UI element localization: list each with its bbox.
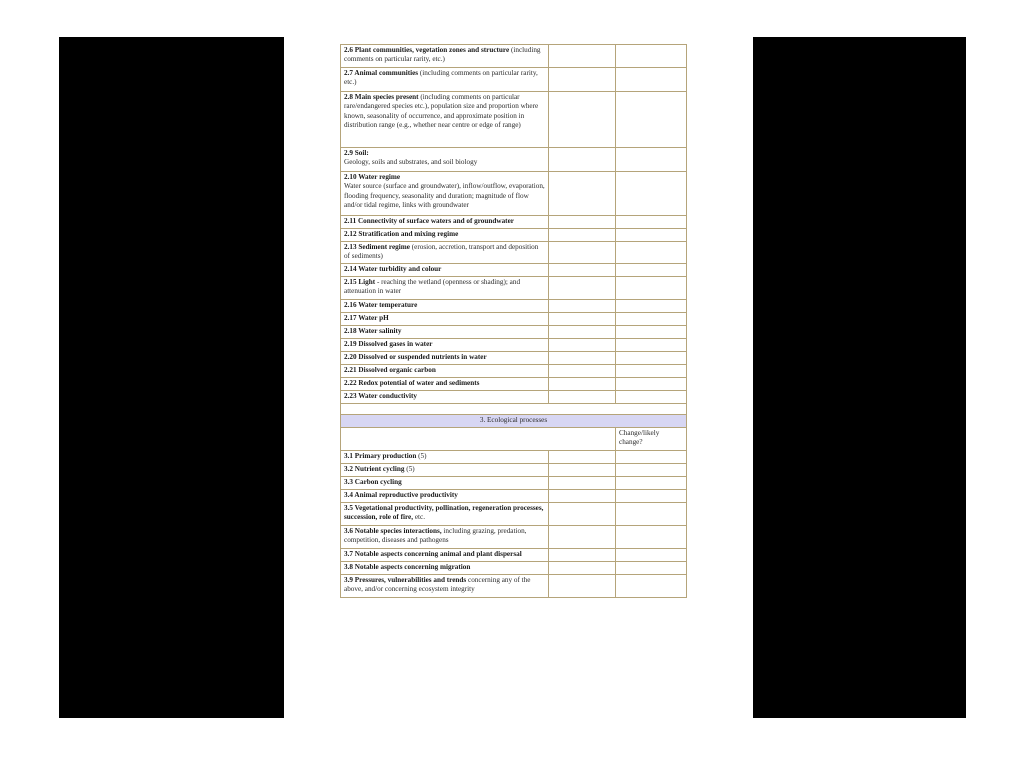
row-text: (5) xyxy=(404,465,415,473)
row-title: 2.19 Dissolved gases in water xyxy=(344,340,433,348)
row-description: Geology, soils and substrates, and soil biology xyxy=(344,158,478,167)
row-title: 2.14 Water turbidity and colour xyxy=(344,265,442,273)
empty-cell xyxy=(616,313,687,326)
table-row xyxy=(341,45,687,68)
row-title: 2.9 Soil: xyxy=(344,149,369,157)
row-label-cell xyxy=(341,148,549,172)
empty-cell xyxy=(549,562,616,575)
empty-cell xyxy=(616,92,687,148)
table-row xyxy=(341,172,687,216)
empty-cell xyxy=(549,339,616,352)
empty-cell xyxy=(616,526,687,549)
document-page xyxy=(340,44,686,692)
empty-cell xyxy=(616,549,687,562)
table-row xyxy=(341,503,687,526)
row-title: 3.1 Primary production xyxy=(344,452,417,460)
row-text: concerning any of the above, and/or concerning ecosystem integrity xyxy=(344,576,531,594)
row-label-cell xyxy=(341,549,549,562)
row-title: 3.8 Notable aspects concerning migration xyxy=(344,563,471,571)
row-label-cell xyxy=(341,339,549,352)
table-row xyxy=(341,277,687,300)
table-row xyxy=(341,148,687,172)
row-text: (including comments on particular rare/endangered species etc.), population size and proportion where known, seasonality of occurrence, and approximate position in distribution range (e.g., whether near centre or edge of range) xyxy=(344,93,539,130)
empty-cell xyxy=(549,148,616,172)
empty-cell xyxy=(549,490,616,503)
empty-cell xyxy=(549,451,616,464)
table-row xyxy=(341,549,687,562)
empty-cell xyxy=(616,45,687,68)
row-title: 3.5 Vegetational productivity, pollination, regeneration processes, succession, role of fire, xyxy=(344,504,544,522)
row-title: 2.15 Light xyxy=(344,278,376,286)
empty-cell xyxy=(616,575,687,598)
row-title: 3.6 Notable species interactions, xyxy=(344,527,442,535)
empty-cell xyxy=(616,352,687,365)
black-side-panel-right xyxy=(753,37,966,718)
row-title: 3.4 Animal reproductive productivity xyxy=(344,491,458,499)
empty-cell xyxy=(549,68,616,92)
row-label-cell xyxy=(341,503,549,526)
row-title: 2.21 Dissolved organic carbon xyxy=(344,366,436,374)
table-row xyxy=(341,216,687,229)
row-title: 2.17 Water pH xyxy=(344,314,389,322)
empty-cell xyxy=(549,326,616,339)
empty-cell xyxy=(549,45,616,68)
empty-cell xyxy=(616,172,687,216)
table-row xyxy=(341,92,687,148)
empty-cell xyxy=(616,562,687,575)
table-row xyxy=(341,490,687,503)
empty-cell xyxy=(549,378,616,391)
empty-cell xyxy=(549,526,616,549)
row-label-cell xyxy=(341,526,549,549)
table-row xyxy=(341,326,687,339)
row-label-cell xyxy=(341,313,549,326)
row-text: (erosion, accretion, transport and deposition of sediments) xyxy=(344,243,539,261)
empty-cell xyxy=(549,277,616,300)
row-label-cell xyxy=(341,277,549,300)
empty-cell xyxy=(616,451,687,464)
row-label-cell xyxy=(341,378,549,391)
empty-cell xyxy=(549,313,616,326)
row-title: 2.13 Sediment regime xyxy=(344,243,410,251)
empty-cell xyxy=(616,229,687,242)
row-title: 3.3 Carbon cycling xyxy=(344,478,402,486)
row-label-cell xyxy=(341,562,549,575)
black-side-panel-left xyxy=(59,37,284,718)
row-title: 2.11 Connectivity of surface waters and of groundwater xyxy=(344,217,514,225)
empty-cell xyxy=(549,92,616,148)
ecological-character-table xyxy=(340,44,687,598)
empty-cell xyxy=(616,277,687,300)
empty-cell xyxy=(616,68,687,92)
empty-cell xyxy=(616,326,687,339)
empty-cell xyxy=(549,365,616,378)
row-title: 2.10 Water regime xyxy=(344,173,401,181)
row-title: 2.7 Animal communities xyxy=(344,69,419,77)
empty-cell xyxy=(549,391,616,404)
table-row xyxy=(341,477,687,490)
empty-cell xyxy=(616,242,687,264)
empty-cell xyxy=(549,172,616,216)
row-title: 2.22 Redox potential of water and sediments xyxy=(344,379,480,387)
table-row xyxy=(341,339,687,352)
row-text: (including comments on particular rarity, etc.) xyxy=(344,69,538,87)
empty-cell xyxy=(616,148,687,172)
table-spacer xyxy=(341,404,687,415)
row-label-cell xyxy=(341,242,549,264)
empty-cell xyxy=(616,378,687,391)
table-row xyxy=(341,391,687,404)
row-label-cell xyxy=(341,352,549,365)
empty-cell xyxy=(616,300,687,313)
table-row xyxy=(341,451,687,464)
row-label-cell xyxy=(341,300,549,313)
table-row xyxy=(341,526,687,549)
row-label-cell xyxy=(341,216,549,229)
row-title: 2.6 Plant communities, vegetation zones and structure xyxy=(344,46,510,54)
empty-cell xyxy=(616,339,687,352)
row-text: - reaching the wetland (openness or shading); and attenuation in water xyxy=(344,278,521,296)
row-label-cell xyxy=(341,451,549,464)
empty-cell xyxy=(616,503,687,526)
row-label-cell xyxy=(341,45,549,68)
empty-cell xyxy=(616,216,687,229)
table-row xyxy=(341,575,687,598)
row-label-cell xyxy=(341,575,549,598)
table-row xyxy=(341,562,687,575)
empty-cell xyxy=(549,242,616,264)
empty-cell xyxy=(616,264,687,277)
table-body-bottom xyxy=(341,451,687,598)
row-text: including grazing, predation, competition, diseases and pathogens xyxy=(344,527,527,545)
empty-cell xyxy=(549,464,616,477)
table-row xyxy=(341,68,687,92)
row-description: Water source (surface and groundwater), inflow/outflow, evaporation, flooding frequency, seasonality and duration; magnitude of flow and/or tidal regime, links with groundwater xyxy=(344,182,545,210)
table-row xyxy=(341,264,687,277)
empty-cell xyxy=(549,216,616,229)
section-heading: 3. Ecological processes xyxy=(341,415,687,428)
column-header-row xyxy=(341,428,687,451)
empty-cell xyxy=(549,477,616,490)
empty-cell xyxy=(616,391,687,404)
empty-cell xyxy=(549,352,616,365)
row-label-cell xyxy=(341,464,549,477)
row-text: (including comments on particular rarity, etc.) xyxy=(344,46,541,64)
empty-cell xyxy=(549,264,616,277)
row-label-cell xyxy=(341,391,549,404)
row-title: 2.20 Dissolved or suspended nutrients in water xyxy=(344,353,487,361)
table-row xyxy=(341,229,687,242)
empty-cell xyxy=(616,365,687,378)
empty-cell xyxy=(616,477,687,490)
change-column-header: Change/likely change? xyxy=(616,428,687,451)
empty-cell xyxy=(616,464,687,477)
row-title: 2.8 Main species present xyxy=(344,93,419,101)
row-title: 3.9 Pressures, vulnerabilities and trends xyxy=(344,576,467,584)
row-label-cell xyxy=(341,229,549,242)
row-label-cell xyxy=(341,172,549,216)
row-title: 2.12 Stratification and mixing regime xyxy=(344,230,459,238)
spacer-row xyxy=(341,404,687,415)
row-text: (5) xyxy=(416,452,427,460)
row-title: 3.2 Nutrient cycling xyxy=(344,465,405,473)
table-body-top xyxy=(341,45,687,404)
table-row xyxy=(341,365,687,378)
table-row xyxy=(341,313,687,326)
row-label-cell xyxy=(341,326,549,339)
empty-cell xyxy=(616,490,687,503)
table-row xyxy=(341,378,687,391)
row-label-cell xyxy=(341,92,549,148)
row-label-cell xyxy=(341,365,549,378)
section-heading-row xyxy=(341,415,687,428)
row-label-cell xyxy=(341,264,549,277)
row-label-cell xyxy=(341,477,549,490)
empty-cell xyxy=(549,503,616,526)
row-title: 3.7 Notable aspects concerning animal and plant dispersal xyxy=(344,550,522,558)
row-title: 2.18 Water salinity xyxy=(344,327,402,335)
row-label-cell xyxy=(341,490,549,503)
section-3-head xyxy=(341,415,687,451)
empty-cell xyxy=(549,229,616,242)
table-row xyxy=(341,464,687,477)
table-row xyxy=(341,242,687,264)
row-label-cell xyxy=(341,68,549,92)
row-title: 2.16 Water temperature xyxy=(344,301,418,309)
table-row xyxy=(341,352,687,365)
row-title: 2.23 Water conductivity xyxy=(344,392,418,400)
empty-cell xyxy=(549,549,616,562)
row-text: etc. xyxy=(413,513,425,522)
table-row xyxy=(341,300,687,313)
empty-cell xyxy=(549,575,616,598)
empty-cell xyxy=(549,300,616,313)
